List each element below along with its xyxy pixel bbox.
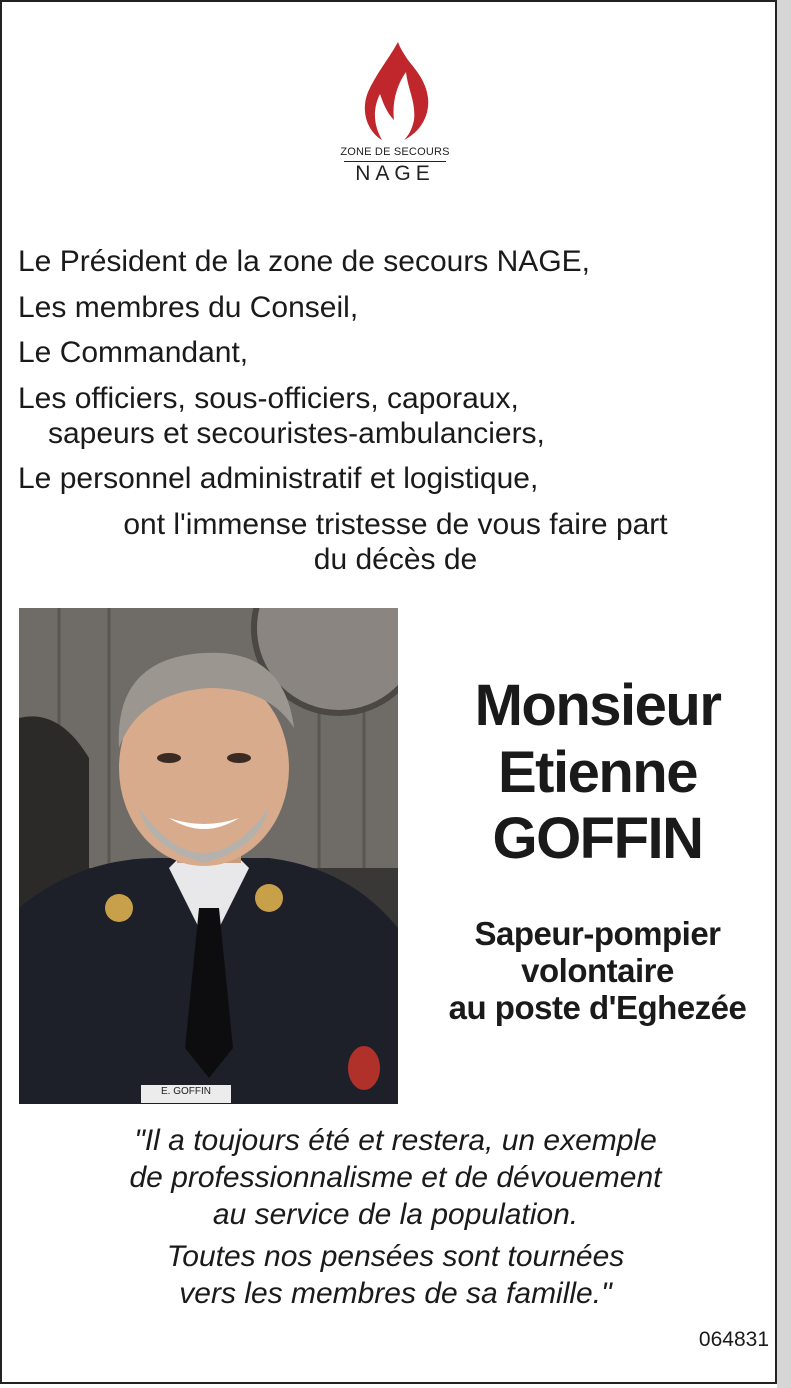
announcement-line: du décès de — [313, 543, 478, 576]
quote-line: "Il a toujours été et restera, un exemple — [134, 1124, 657, 1157]
role-line: au poste d'Eghezée — [448, 988, 747, 1026]
logo-title: NAGE — [355, 162, 435, 185]
nage-logo — [330, 40, 460, 190]
deceased-name — [420, 673, 775, 873]
quote-line: de professionnalisme et de dévouement — [129, 1161, 662, 1195]
deceased-role — [420, 916, 775, 1027]
name-first: Etienne — [498, 739, 697, 805]
tribute-quote — [0, 1122, 791, 1234]
tribute-condolence — [0, 1238, 791, 1312]
name-last: GOFFIN — [492, 806, 703, 872]
sender-line: Le personnel administratif et logistique, — [18, 462, 539, 495]
logo-subtitle: ZONE DE SECOURS — [340, 146, 450, 158]
sender-line: Les officiers, sous-officiers, caporaux, — [18, 382, 519, 415]
sender-line: Les membres du Conseil, — [18, 291, 359, 324]
deceased-photo — [19, 608, 398, 1104]
announcement-line: ont l'immense tristesse de vous faire part — [123, 508, 668, 541]
name-title: Monsieur — [474, 673, 721, 738]
quote-line: au service de la population. — [212, 1198, 579, 1232]
quote-line: Toutes nos pensées sont tournées — [166, 1240, 625, 1273]
role-line: volontaire — [521, 951, 674, 989]
flame-icon — [358, 40, 432, 142]
role-line: Sapeur-pompier — [474, 915, 721, 952]
reference-number: 064831 — [698, 1328, 769, 1351]
sender-line: sapeurs et secouristes-ambulanciers, — [48, 417, 545, 450]
sender-line: Le Président de la zone de secours NAGE, — [18, 245, 590, 278]
quote-line: vers les membres de sa famille." — [179, 1277, 612, 1311]
sender-line: Le Commandant, — [18, 336, 249, 369]
name-badge: E. GOFFIN — [161, 1086, 211, 1097]
